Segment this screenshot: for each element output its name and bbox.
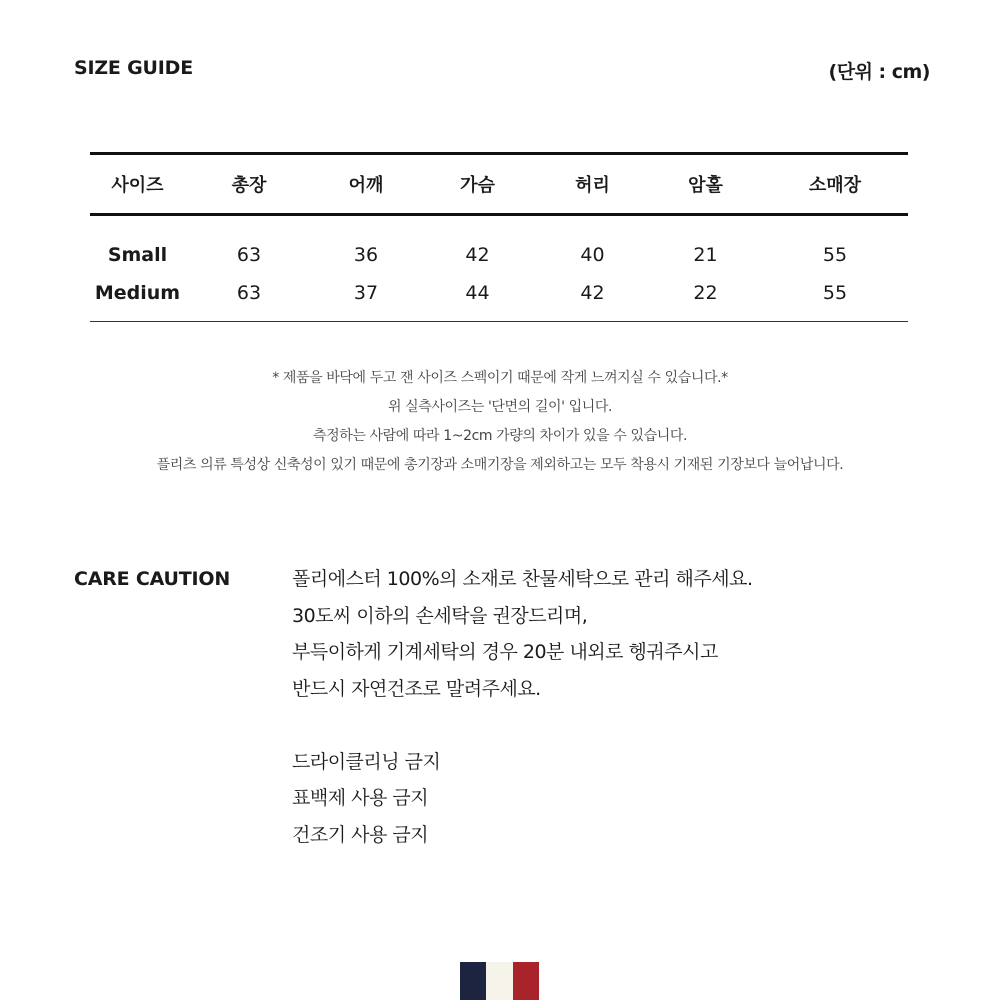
table-row [90, 266, 908, 322]
flag-stripe-navy [460, 962, 486, 1000]
care-line: 30도씨 이하의 손세탁을 권장드리며, [292, 604, 588, 627]
tricolor-flag-icon [460, 962, 539, 1000]
flag-stripe-red [513, 962, 539, 1000]
care-caution-title: CARE CAUTION [74, 568, 231, 590]
prohibition-line: 표백제 사용 금지 [292, 787, 429, 809]
table-cell: 40 [580, 244, 605, 266]
size-table-header-row [90, 154, 908, 215]
header-shoulder: 어깨 [348, 175, 384, 196]
size-table [90, 152, 908, 322]
size-guide-title: SIZE GUIDE [74, 57, 193, 79]
prohibition-line: 건조기 사용 금지 [292, 823, 429, 846]
table-cell: 55 [822, 244, 848, 266]
header-size: 사이즈 [111, 175, 164, 196]
table-cell: 44 [465, 282, 490, 304]
header-armhole: 암홀 [688, 175, 723, 196]
header-total-length: 총장 [231, 175, 267, 196]
table-cell: 21 [693, 244, 718, 266]
header-sleeve-length: 소매장 [808, 175, 862, 196]
care-instructions [292, 561, 753, 853]
size-label-medium: Medium [94, 282, 181, 304]
prohibition-line: 드라이클리닝 금지 [292, 750, 441, 773]
care-spacer [292, 707, 753, 744]
care-line: 폴리에스터 100%의 소재로 찬물세탁으로 관리 해주세요. [292, 568, 753, 590]
table-cell: 37 [353, 282, 379, 304]
measurement-notes [0, 364, 1000, 480]
header-chest: 가슴 [460, 175, 495, 196]
note-line: 측정하는 사람에 따라 1~2cm 가량의 차이가 있을 수 있습니다. [312, 428, 688, 444]
note-line: 위 실측사이즈는 '단면의 길이' 입니다. [387, 399, 612, 415]
header-waist: 허리 [575, 175, 610, 196]
table-cell: 63 [236, 282, 262, 304]
unit-label: (단위 : cm) [828, 61, 930, 83]
table-cell: 42 [580, 282, 605, 304]
care-line: 반드시 자연건조로 말려주세요. [292, 677, 541, 700]
care-line: 부득이하게 기계세탁의 경우 20분 내외로 헹궈주시고 [292, 641, 718, 663]
note-line: 플리츠 의류 특성상 신축성이 있기 때문에 총기장과 소매기장을 제외하고는 모두 착용시 기재된 기장보다 늘어납니다. [156, 457, 844, 473]
table-row [90, 215, 908, 267]
table-cell: 55 [822, 282, 848, 304]
table-cell: 36 [353, 244, 379, 266]
note-line: * 제품을 바닥에 두고 잰 사이즈 스펙이기 때문에 작게 느껴지실 수 있습니다.* [272, 370, 728, 386]
table-cell: 63 [236, 244, 262, 266]
table-cell: 42 [465, 244, 490, 266]
size-label-small: Small [107, 244, 168, 266]
flag-stripe-white [486, 962, 512, 1000]
table-cell: 22 [693, 282, 718, 304]
